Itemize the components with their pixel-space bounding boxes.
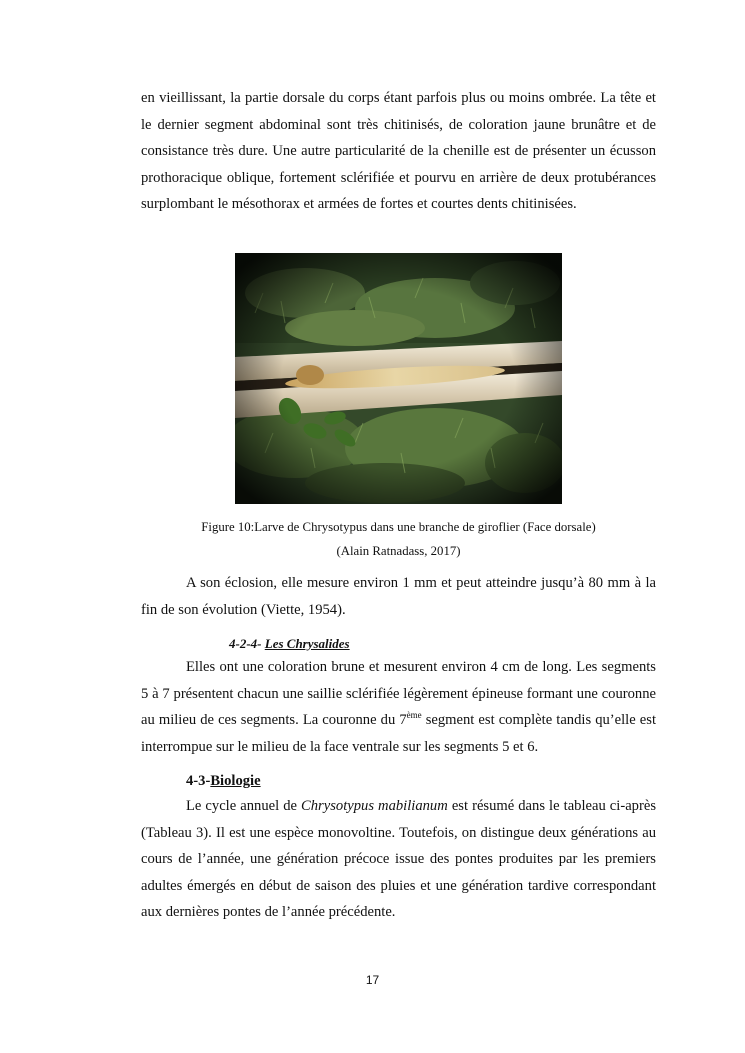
section-heading-biologie (186, 770, 261, 792)
page-number: 17 (365, 973, 380, 987)
figure-larva-photo (235, 253, 562, 504)
section-number: 4-2-4- (229, 636, 265, 651)
section-title: Les Chrysalides (264, 636, 350, 651)
figure-caption: Figure 10:Larve de Chrysotypus dans une branche de giroflier (Face dorsale) (201, 520, 596, 534)
section-heading-chrysalides (229, 634, 350, 654)
figure-caption-credit: (Alain Ratnadass, 2017) (336, 544, 461, 558)
section-title: Biologie (210, 773, 261, 789)
paragraph-chrysalides: Elles ont une coloration brune et mesurent environ 4 cm de long. Les segments 5 à 7 présentent chacun une saillie sclérifiée légèrement épineuse formant une couronne au milieu de ces segments. La couronne du 7ème segment est complète tandis qu’elle est interrompue sur le milieu de la face ventrale sur les segments 5 et 6. (141, 659, 657, 755)
paragraph-hatching: A son éclosion, elle mesure environ 1 mm et peut atteindre jusqu’à 80 mm à la fin de son évolution (Viette, 1954). (141, 575, 656, 618)
paragraph-biologie: Le cycle annuel de Chrysotypus mabilianum est résumé dans le tableau ci-après (Tableau 3). Il est une espèce monovoltine. Toutefois, on distingue deux générations au cours de l’année, une génération précoce issue des pontes produites par les premiers adultes émergés en début de saison des pluies et une génération tardive correspondant aux dernières pontes de l’année précédente. (141, 798, 656, 920)
paragraph-larva-description: en vieillissant, la partie dorsale du corps étant parfois plus ou moins ombrée. La tête et le dernier segment abdominal sont très chitinisés, de coloration jaune brunâtre et de consistance très dure. Une autre particularité de la chenille est de présenter un écusson prothoracique oblique, fortement sclérifiée et pourvu en arrière de deux protubérances surplombant le mésothorax et armées de fortes et courtes dents chitinisées. (141, 90, 656, 212)
species-name: Chrysotypus mabilianum (301, 798, 448, 814)
section-number: 4-3- (186, 773, 211, 789)
